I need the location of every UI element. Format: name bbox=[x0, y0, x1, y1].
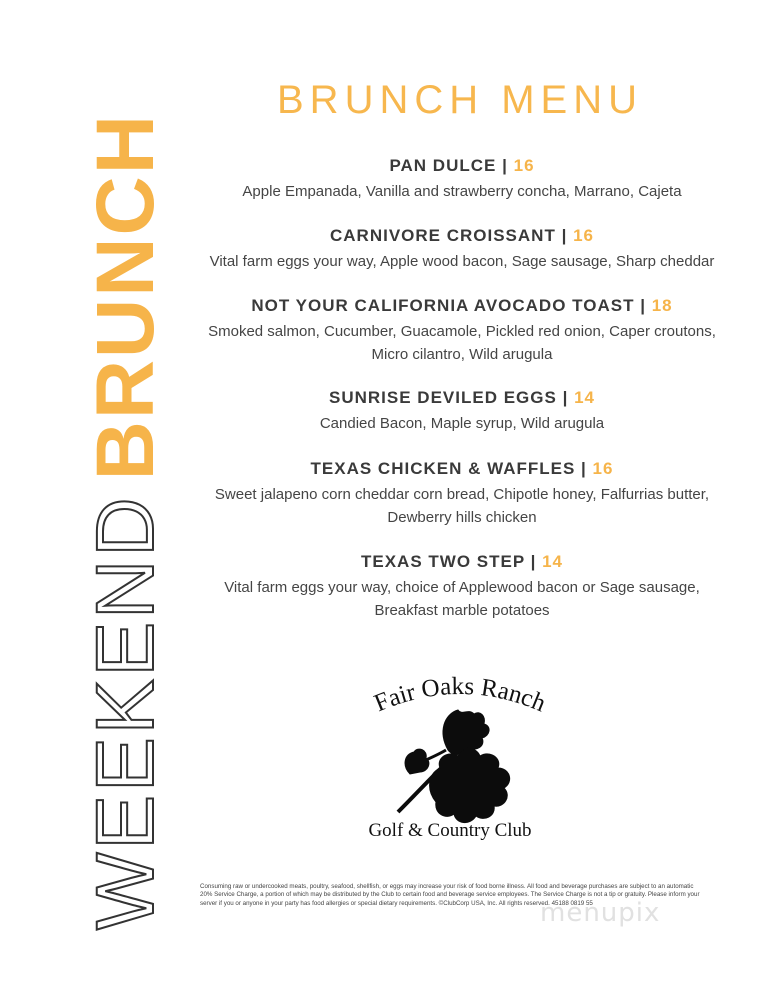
menu-item bbox=[172, 458, 752, 529]
disclaimer-text: Consuming raw or undercooked meats, poultry, seafood, shellfish, or eggs may increase your risk of food borne illness. All food and beverage purchases are subject to an automatic 20% Service Charge, a portion of which may be distributed by the Club to certain food and beverage service employees. The Service Charge is not a tip or gratuity. Please inform your server if you or anyone in your party has food allergies or special dietary requirements. ©ClubCorp USA, Inc. All rights reserved. 45188 0819 55 bbox=[200, 883, 700, 907]
menu-item-name: TEXAS TWO STEP bbox=[360, 552, 525, 571]
menu-item-separator: | bbox=[502, 156, 508, 175]
menu-item-heading bbox=[172, 387, 752, 409]
menu-item-description: Apple Empanada, Vanilla and strawberry concha, Marrano, Cajeta bbox=[242, 183, 682, 200]
menu-item-description: Sweet jalapeno corn cheddar corn bread, Chipotle honey, Falfurrias butter, bbox=[214, 486, 710, 503]
menu-item-name: CARNIVORE CROISSANT bbox=[329, 226, 556, 245]
menu-item-heading bbox=[172, 551, 752, 573]
menu-item-name: PAN DULCE bbox=[389, 156, 497, 175]
menu-item-name: SUNRISE DEVILED EGGS bbox=[329, 388, 557, 407]
banner-word-weekend: WEEKEND bbox=[80, 494, 171, 930]
menu-item bbox=[172, 225, 752, 273]
menu-item-name: NOT YOUR CALIFORNIA AVOCADO TOAST bbox=[251, 296, 635, 315]
menu-item-description-line2: Dewberry hills chicken bbox=[387, 509, 537, 526]
menu-item-heading bbox=[172, 458, 752, 480]
menu-item-description: Candied Bacon, Maple syrup, Wild arugula bbox=[319, 415, 605, 432]
page-title: BRUNCH MENU bbox=[277, 78, 643, 122]
menu-item-separator: | bbox=[581, 459, 587, 478]
menu-item bbox=[172, 155, 752, 203]
logo-arc-text bbox=[371, 673, 550, 718]
menu-item-separator: | bbox=[562, 388, 569, 407]
banner-word-brunch: BRUNCH bbox=[80, 113, 171, 481]
menu-item-price: 16 bbox=[592, 459, 614, 478]
menu-item-price: 18 bbox=[651, 296, 673, 315]
menu-item-heading bbox=[172, 225, 752, 247]
menu-item-description: Vital farm eggs your way, choice of Applewood bacon or Sage sausage, bbox=[224, 579, 700, 596]
menu-item-name: TEXAS CHICKEN & WAFFLES bbox=[310, 459, 576, 478]
menu-item-separator: | bbox=[561, 226, 568, 245]
weekend-brunch-banner bbox=[80, 70, 171, 930]
menu-item-price: 14 bbox=[542, 552, 564, 571]
menu-item-price: 14 bbox=[574, 388, 595, 407]
menu-item-description-line2: Breakfast marble potatoes bbox=[374, 602, 550, 619]
logo-subtitle: Golf & Country Club bbox=[368, 820, 532, 841]
menu-item-separator: | bbox=[530, 552, 537, 571]
menu-item-separator: | bbox=[640, 296, 646, 315]
oak-leaf-icon bbox=[398, 710, 510, 823]
menu-item bbox=[172, 387, 752, 435]
menu-item-description: Vital farm eggs your way, Apple wood bacon, Sage sausage, Sharp cheddar bbox=[209, 253, 715, 270]
logo-arc-textpath: Fair Oaks Ranch bbox=[370, 672, 550, 718]
menu-item-description-line2: Micro cilantro, Wild arugula bbox=[371, 346, 553, 363]
watermark: menupix bbox=[540, 898, 661, 928]
menu-item bbox=[172, 295, 752, 366]
menu-item-description: Smoked salmon, Cucumber, Guacamole, Pickled red onion, Caper croutons, bbox=[208, 323, 716, 340]
menu-item-price: 16 bbox=[513, 156, 535, 175]
menu-item bbox=[172, 551, 752, 622]
menu-item-heading bbox=[172, 295, 752, 317]
menu-item-price: 16 bbox=[573, 226, 594, 245]
menu-item-heading bbox=[172, 155, 752, 177]
